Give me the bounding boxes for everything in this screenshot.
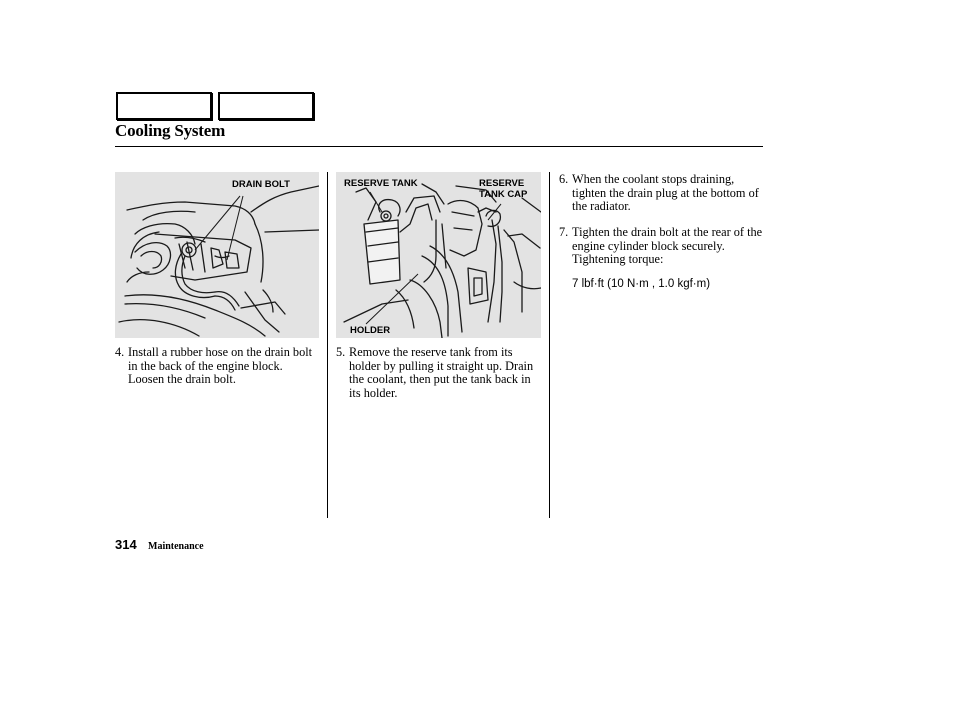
reserve-tank-cap-label: RESERVE TANK CAP: [479, 178, 528, 200]
column-divider-1: [327, 172, 328, 518]
page-number: 314: [115, 537, 137, 552]
section-label: Maintenance: [148, 541, 204, 552]
step-number: 6.: [559, 172, 569, 186]
drain-bolt-drawing: [115, 172, 319, 338]
step-text: Remove the reserve tank from its holder by pulling it straight up. Drain the coolant, then put the tank back in its holder.: [349, 345, 534, 400]
header-tab-box-2: [218, 92, 314, 120]
column-divider-2: [549, 172, 550, 518]
step-number: 5.: [336, 345, 346, 359]
reserve-tank-illustration: [336, 172, 541, 338]
step-number: 7.: [559, 225, 569, 239]
step-number: 4.: [115, 345, 125, 359]
drain-bolt-label: DRAIN BOLT: [232, 179, 290, 190]
step-text: Install a rubber hose on the drain bolt in the back of the engine block. Loosen the drain bolt.: [128, 345, 313, 386]
step-4: [115, 346, 321, 387]
page-title: Cooling System: [115, 121, 226, 140]
title-divider: [115, 146, 763, 147]
step-6: [559, 173, 763, 214]
step-5: [336, 346, 544, 400]
header-tab-box-1: [116, 92, 212, 120]
step-7: [559, 226, 763, 267]
step-text: Tighten the drain bolt at the rear of the engine cylinder block securely. Tightening torque:: [572, 225, 763, 266]
drain-bolt-illustration: [115, 172, 319, 338]
holder-label: HOLDER: [350, 325, 391, 336]
reserve-tank-label: RESERVE TANK: [344, 178, 418, 189]
step-text: When the coolant stops draining, tighten the drain plug at the bottom of the radiator.: [572, 172, 759, 213]
torque-spec: 7 lbf·ft (10 N·m , 1.0 kgf·m): [572, 278, 711, 290]
